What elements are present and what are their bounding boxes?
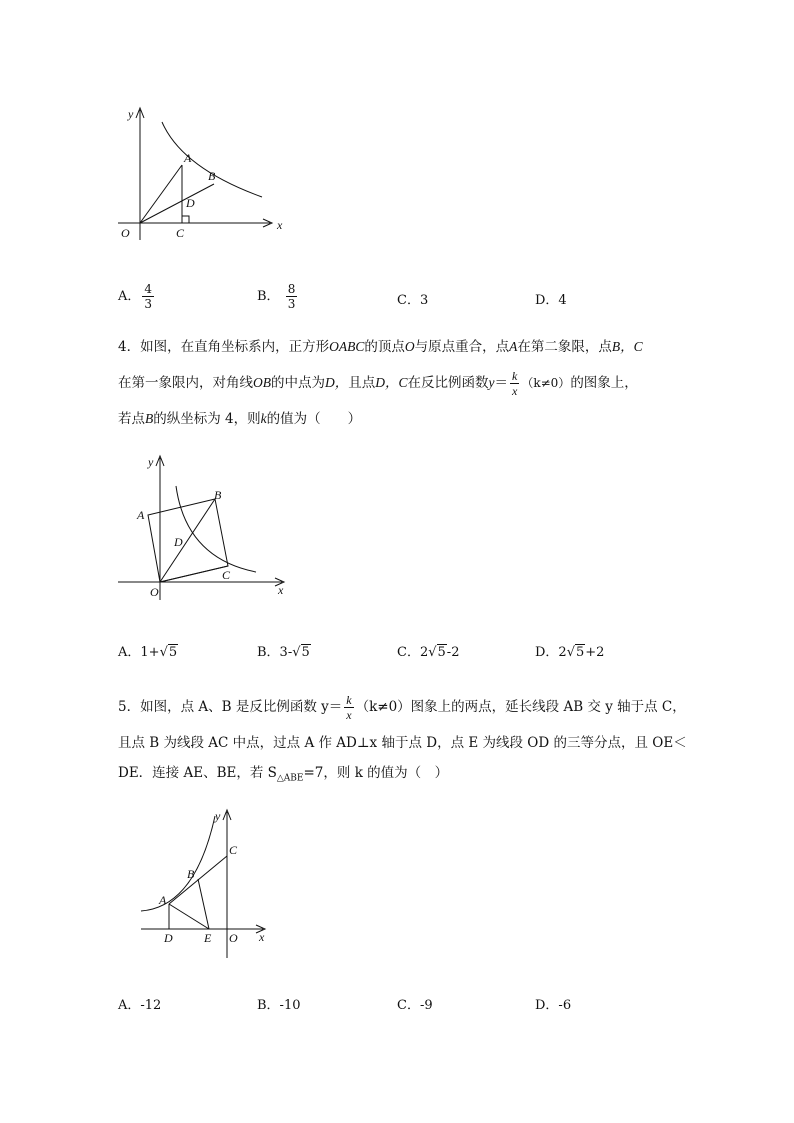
- q4-option-c-suffix: -2: [446, 645, 460, 660]
- q3-segment-oa: [140, 165, 182, 223]
- q5-option-a[interactable]: A．-12: [118, 998, 162, 1013]
- q3-option-b-den: 3: [287, 297, 296, 311]
- q4-frac-den: x: [512, 384, 518, 398]
- q4-line-3: [118, 409, 361, 429]
- q5-label-y: y: [215, 809, 221, 823]
- q4-text: 在第一象限内，对角线: [118, 375, 253, 391]
- q5-k-over-x: [344, 693, 353, 722]
- q4-label-d: D: [174, 535, 183, 549]
- q5-label-d: D: [164, 931, 173, 945]
- q5-segment-be: [198, 879, 209, 929]
- q3-option-c[interactable]: C．3: [397, 293, 429, 308]
- q3-option-b[interactable]: [257, 282, 299, 311]
- q5-text: =7，则 k 的值为（ ）: [303, 765, 449, 781]
- q4-text: 4．如图，在直角坐标系内，正方形: [118, 339, 330, 355]
- q3-option-b-label: B．: [257, 289, 280, 304]
- q4-equals: ＝: [494, 375, 509, 391]
- q4-option-a-text: A．1+: [118, 645, 160, 660]
- q4-text: 的中点为: [271, 375, 325, 391]
- q4-segment-oc: [160, 566, 228, 582]
- q4-label-y: y: [148, 455, 154, 469]
- q4-option-b-text: B．3-: [257, 645, 293, 660]
- q3-label-c: C: [176, 226, 185, 240]
- q4-option-a-radicand: 5: [168, 645, 178, 660]
- q4-points-bc: B，C: [611, 339, 643, 354]
- q4-line-1: [118, 337, 643, 357]
- q4-option-d-sqrt: √5: [566, 645, 585, 660]
- q3-option-a-label: A．: [118, 289, 141, 304]
- q3-option-b-num: 8: [287, 282, 296, 296]
- q5-label-b: B: [187, 867, 195, 881]
- q4-point-d: D，: [325, 375, 349, 390]
- q5-frac-den: x: [346, 708, 352, 722]
- q4-line-2: [118, 369, 638, 398]
- q4-option-b-sqrt: √5: [292, 645, 310, 660]
- q5-option-d[interactable]: D．-6: [535, 998, 572, 1013]
- q4-label-a: A: [137, 508, 145, 522]
- q3-figure: [110, 100, 310, 250]
- q4-text: 的图象上，: [570, 375, 638, 391]
- q4-option-c-radicand: 5: [437, 645, 446, 660]
- q4-text: 在第二象限，点: [517, 339, 612, 355]
- q5-line-1: [118, 693, 686, 722]
- q4-point-a: A: [509, 339, 518, 354]
- q4-label-x: x: [278, 583, 284, 597]
- q3-label-a: A: [184, 151, 192, 165]
- q4-square-name: OABC: [329, 339, 365, 354]
- q3-option-a-den: 3: [144, 297, 153, 311]
- q5-line-3: [118, 763, 448, 789]
- q4-option-d-radicand: 5: [576, 645, 585, 660]
- q4-condition: （k≠0）: [521, 376, 571, 390]
- q4-text: 的顶点: [364, 339, 405, 355]
- q3-label-d: D: [186, 196, 195, 210]
- q5-text: 5．如图，点 A、B 是反比例函数 y＝: [118, 699, 343, 715]
- q5-segment-ae: [169, 904, 209, 929]
- q3-option-a[interactable]: [118, 282, 156, 311]
- q3-option-a-fraction: [142, 282, 154, 311]
- q4-option-d-text: D．2: [535, 645, 567, 660]
- q4-text: 的值为（ ）: [266, 411, 362, 427]
- q4-diagonal-ob: [160, 499, 215, 582]
- q4-text: 在反比例函数: [407, 375, 489, 391]
- q4-option-c-sqrt: √5: [428, 645, 446, 660]
- q3-option-d[interactable]: D．4: [535, 293, 567, 308]
- q3-option-a-num: 4: [144, 282, 153, 296]
- q5-line-2: 且点 B 为线段 AC 中点，过点 A 作 AD⊥x 轴于点 D，点 E 为线段 OD 的三等分点，且 OE＜: [118, 735, 687, 751]
- q4-k-over-x: [510, 369, 519, 398]
- q4-text: 与原点重合，点: [414, 339, 510, 355]
- q5-text: DE．连接 AE、BE，若 S: [118, 765, 277, 781]
- q3-label-y: y: [128, 107, 134, 121]
- q5-text: （k≠0）图象上的两点，延长线段 AB 交 y 轴于点 C，: [355, 699, 686, 715]
- q4-text: 若点: [118, 411, 145, 427]
- q4-label-o: O: [150, 585, 159, 599]
- q5-area-subscript: △ABE: [276, 773, 304, 784]
- q4-option-d-suffix: +2: [585, 645, 605, 660]
- q5-option-b[interactable]: B．-10: [257, 998, 301, 1013]
- q4-text: 且点: [348, 375, 376, 391]
- q3-hyperbola: [162, 122, 262, 197]
- q3-segment-ob: [140, 184, 214, 223]
- q4-option-c[interactable]: [397, 641, 459, 660]
- q5-figure: [135, 808, 285, 968]
- q3-option-b-fraction: [286, 282, 298, 311]
- q4-option-b-radicand: 5: [301, 645, 310, 660]
- q4-point-o: O: [404, 339, 415, 354]
- q4-k: k: [260, 411, 267, 426]
- q5-label-e: E: [204, 931, 212, 945]
- q4-func-y: y: [488, 375, 495, 390]
- q4-figure: [110, 452, 300, 602]
- q5-label-o: O: [229, 931, 238, 945]
- q4-option-c-text: C．2: [397, 645, 429, 660]
- q4-option-d[interactable]: [535, 641, 604, 660]
- q5-label-x: x: [259, 930, 265, 944]
- q4-frac-num: k: [512, 369, 518, 383]
- q4-text: 的纵坐标为 4，则: [153, 411, 261, 427]
- q4-label-b: B: [214, 488, 222, 502]
- q4-option-b[interactable]: [257, 641, 311, 660]
- q5-label-a: A: [159, 893, 167, 907]
- q4-point-b: B: [145, 411, 154, 426]
- q5-option-c[interactable]: C．-9: [397, 998, 433, 1013]
- q4-label-c: C: [222, 568, 231, 582]
- q3-label-b: B: [208, 169, 216, 183]
- q5-label-c: C: [229, 843, 238, 857]
- q3-label-o: O: [121, 226, 130, 240]
- q5-frac-num: k: [346, 693, 352, 707]
- q4-option-a-sqrt: √5: [159, 645, 178, 660]
- q4-diagonal-ob: OB: [253, 375, 271, 390]
- q3-right-angle-mark: [182, 216, 189, 223]
- q4-option-a[interactable]: [118, 641, 178, 660]
- q3-label-x: x: [277, 218, 283, 232]
- q4-points-dc: D，C: [375, 375, 408, 390]
